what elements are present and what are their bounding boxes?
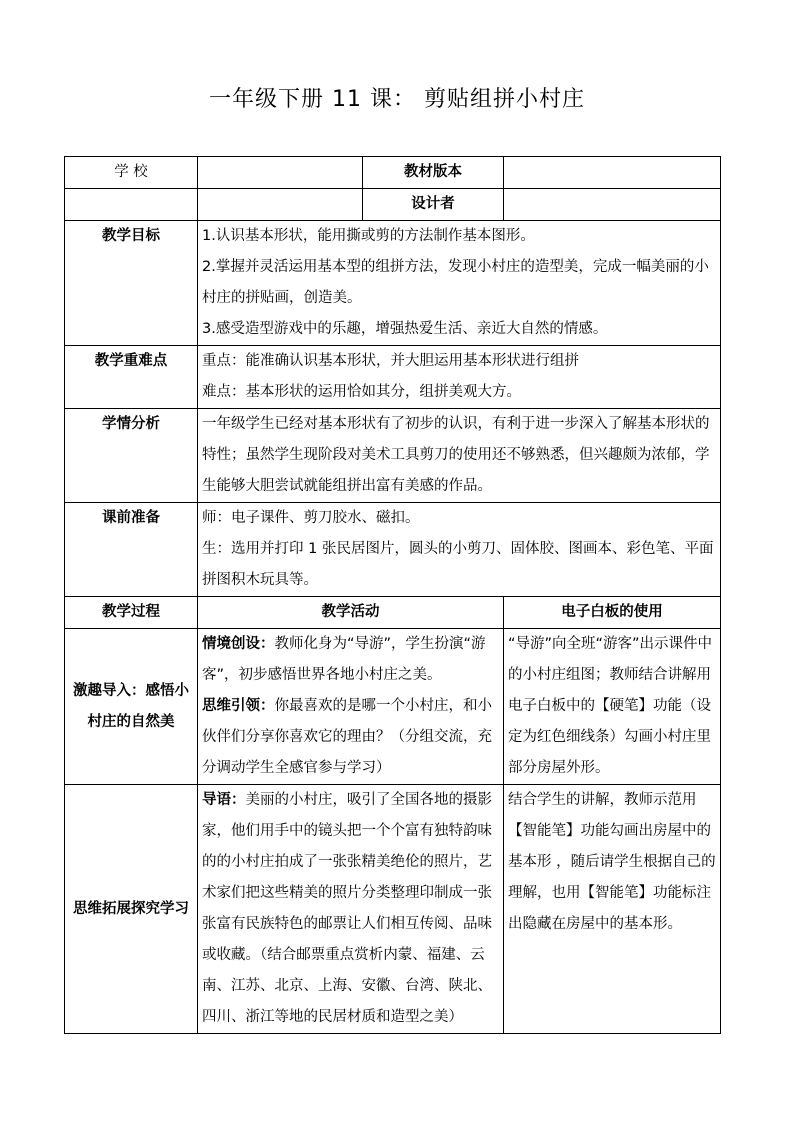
goals-content [198,221,721,346]
edition-label: 教材版本 [363,157,504,189]
key-point-item: 重点：能准确认识基本形状，并大胆运用基本形状进行组拼 [202,353,579,369]
prep-row [65,503,721,597]
key-points-label: 教学重难点 [65,346,198,409]
designer-row [65,189,721,221]
goal-item: 2.掌握并灵活运用基本型的组拼方法，发现小村庄的造型美，完成一幅美丽的小村庄的拼贴画，创造美。 [202,259,709,306]
analysis-row [65,409,721,503]
lesson-plan-table [64,156,721,1034]
key-points-row [65,346,721,409]
goal-item: 1.认识基本形状，能用撕或剪的方法制作基本图形。 [202,228,535,244]
process-header-col1: 教学过程 [65,597,198,629]
goals-label: 教学目标 [65,221,198,346]
stage-activity [198,629,504,785]
analysis-content: 一年级学生已经对基本形状有了初步的认识，有利于进一步深入了解基本形状的特性；虽然学生现阶段对美术工具剪刀的使用还不够熟悉，但兴趣颇为浓郁，学生能够大胆尝试就能组拼出富有美感的作品。 [198,409,721,503]
stage-row [65,629,721,785]
school-value [198,157,363,189]
activity-paragraph [202,691,499,784]
activity-text: 美丽的小村庄，吸引了全国各地的摄影家，他们用手中的镜头把一个个富有独特韵味的的小村庄拍成了一张张精美绝伦的照片，艺术家们把这些精美的照片分类整理印制成一张张富有民族特色的邮票让人们相互传阅、品味或收藏。（结合邮票重点赏析内蒙、福建、云南、江苏、北京、上海、安徽、台湾、陕北、四川、浙江等地的民居材质和造型之美） [202,792,492,1025]
blank-cell [198,189,363,221]
edition-value [504,157,721,189]
stage-label: 思维拓展探究学习 [65,785,198,1034]
activity-heading: 情境创设： [202,636,275,652]
activity-paragraph [202,629,499,691]
prep-content [198,503,721,597]
document-title: 一年级下册 11 课： 剪贴组拼小村庄 [209,87,585,112]
blank-cell [65,189,198,221]
designer-label: 设计者 [363,189,504,221]
key-point-item: 难点：基本形状的运用恰如其分，组拼美观大方。 [202,384,521,400]
prep-item: 师：电子课件、剪刀胶水、磁扣。 [202,510,420,526]
goals-row [65,221,721,346]
stage-label: 激趣导入：感悟小村庄的自然美 [65,629,198,785]
activity-paragraph [202,785,499,1033]
designer-value [504,189,721,221]
prep-label: 课前准备 [65,503,198,597]
process-header-col2: 教学活动 [198,597,504,629]
stage-activity [198,785,504,1034]
stage-row [65,785,721,1034]
activity-text: 你最喜欢的是哪一个小村庄，和小伙伴们分享你喜欢它的理由？（分组交流，充分调动学生全感官参与学习） [202,698,492,776]
school-row [65,157,721,189]
activity-heading: 导语： [202,792,246,808]
goal-item: 3.感受造型游戏中的乐趣，增强热爱生活、亲近大自然的情感。 [202,321,608,337]
activity-heading: 思维引领： [202,698,275,714]
process-header-col3: 电子白板的使用 [504,597,721,629]
prep-item: 生：选用并打印 1 张民居图片，圆头的小剪刀、固体胶、图画本、彩色笔、平面拼图积木玩具等。 [202,541,714,588]
analysis-label: 学情分析 [65,409,198,503]
stage-board-usage: “导游”向全班“游客”出示课件中的小村庄组图；教师结合讲解用电子白板中的【硬笔】功能（设定为红色细线条）勾画小村庄里部分房屋外形。 [504,629,721,785]
stage-board-usage: 结合学生的讲解，教师示范用【智能笔】功能勾画出房屋中的基本形 ，随后请学生根据自己的理解，也用【智能笔】功能标注出隐藏在房屋中的基本形。 [504,785,721,1034]
school-label: 学 校 [65,157,198,189]
key-points-content [198,346,721,409]
process-header-row [65,597,721,629]
activity-text: 教师化身为“导游”，学生扮演“游客”，初步感悟世界各地小村庄之美。 [202,636,486,683]
